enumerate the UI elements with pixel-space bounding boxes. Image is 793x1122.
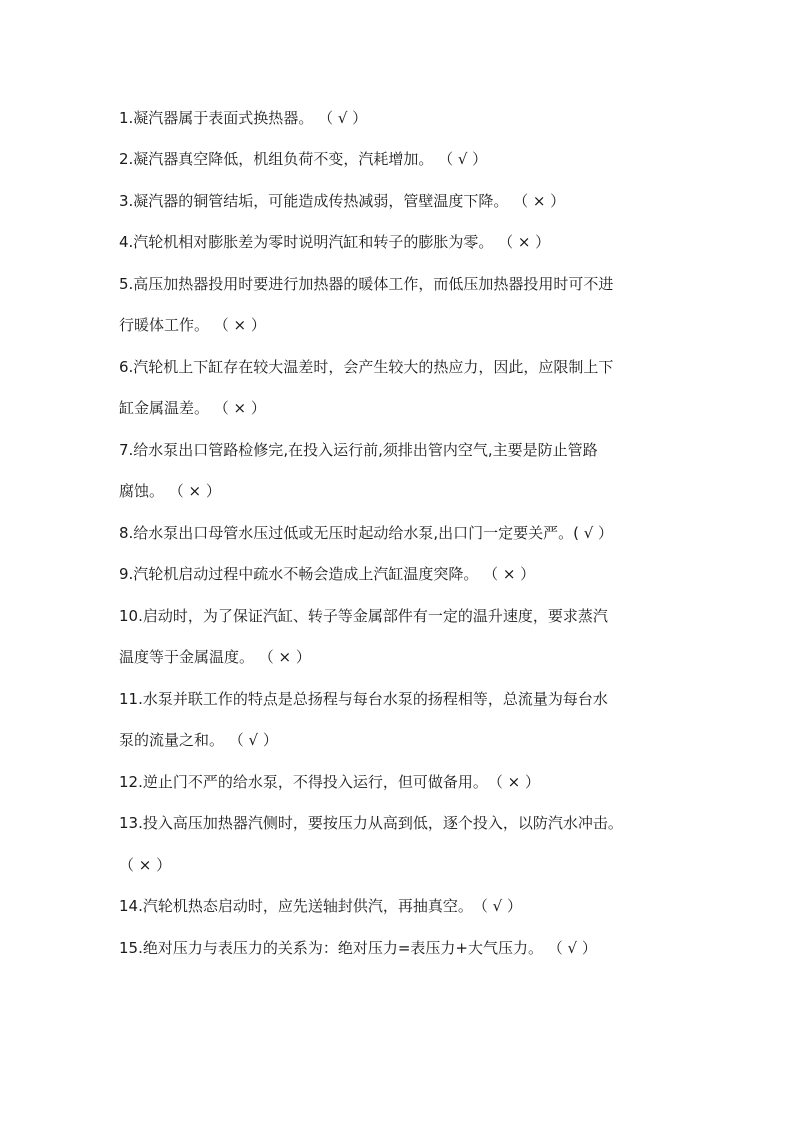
text-line: 6.汽轮机上下缸存在较大温差时，会产生较大的热应力，因此，应限制上下 [119,358,614,376]
text-line: 8.给水泵出口母管水压过低或无压时起动给水泵,出口门一定要关严。( √ ） [119,524,614,542]
text-line: 9.汽轮机启动过程中疏水不畅会造成上汽缸温度突降。 （ × ） [119,565,536,583]
text-line: 1.凝汽器属于表面式换热器。 （ √ ） [119,109,368,127]
text-line: 温度等于金属温度。 （ × ） [119,648,311,666]
text-line: 行暖体工作。 （ × ） [119,316,266,334]
text-line: 4.汽轮机相对膨胀差为零时说明汽缸和转子的膨胀为零。 （ × ） [119,233,551,251]
text-line: 11.水泵并联工作的特点是总扬程与每台水泵的扬程相等，总流量为每台水 [119,690,608,708]
text-line: 12.逆止门不严的给水泵，不得投入运行，但可做备用。 （ × ） [119,773,540,791]
text-line: 5.高压加热器投用时要进行加热器的暖体工作，而低压加热器投用时可不进 [119,275,614,293]
text-line: 13.投入高压加热器汽侧时，要按压力从高到低，逐个投入，以防汽水冲击。 [119,814,623,832]
text-line: 3.凝汽器的铜管结垢，可能造成传热减弱，管壁温度下降。 （ × ） [119,192,566,210]
text-line: 泵的流量之和。 （ √ ） [119,731,278,749]
text-line: 缸金属温差。 （ × ） [119,399,266,417]
text-line: （ × ） [119,856,172,874]
text-line: 腐蚀。 （ × ） [119,482,221,500]
text-line: 2.凝汽器真空降低，机组负荷不变，汽耗增加。 （ √ ） [119,150,488,168]
text-line: 7.给水泵出口管路检修完,在投入运行前,须排出管内空气,主要是防止管路 [119,441,598,459]
text-line: 14.汽轮机热态启动时，应先送轴封供汽，再抽真空。 （ √ ） [119,897,522,915]
text-line: 10.启动时，为了保证汽缸、转子等金属部件有一定的温升速度，要求蒸汽 [119,607,608,625]
text-line: 15.绝对压力与表压力的关系为：绝对压力=表压力+大气压力。 （ √ ） [119,939,597,957]
